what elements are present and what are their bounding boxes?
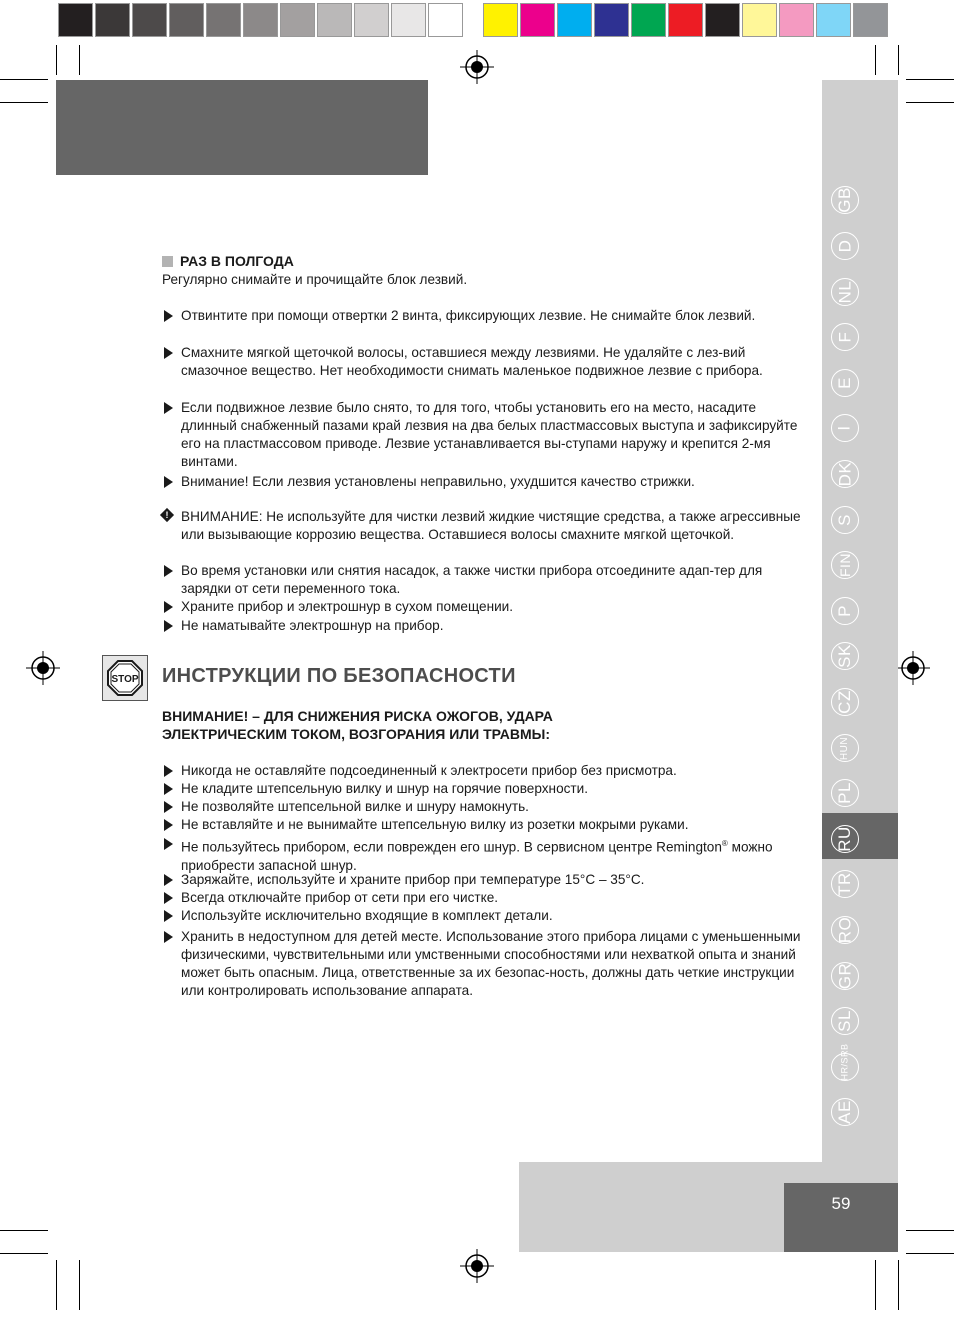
lang-label: FIN xyxy=(837,552,853,578)
color-swatch xyxy=(520,3,555,37)
list-item xyxy=(162,780,802,798)
registered-mark: ® xyxy=(721,839,728,848)
stop-sign-icon xyxy=(102,655,148,701)
list-item xyxy=(162,889,802,907)
lang-label: GR xyxy=(835,962,854,990)
lang-label: F xyxy=(834,331,854,343)
color-swatch xyxy=(483,3,518,37)
lang-tab-fin[interactable] xyxy=(831,551,859,579)
triangle-bullet-icon xyxy=(164,347,173,359)
list-item xyxy=(162,473,802,491)
warning-diamond-icon: ! xyxy=(160,508,174,522)
color-swatch xyxy=(668,3,703,37)
lang-tab-d[interactable] xyxy=(831,232,859,260)
triangle-bullet-icon xyxy=(164,801,173,813)
gray-swatch xyxy=(206,3,241,37)
section-intro: Регулярно снимайте и прочищайте блок лезвий. xyxy=(162,272,468,287)
crop-mark xyxy=(79,1260,80,1310)
gray-swatch xyxy=(317,3,352,37)
triangle-bullet-icon xyxy=(164,783,173,795)
lang-tab-e[interactable] xyxy=(831,369,859,397)
color-swatch xyxy=(779,3,814,37)
list-item-text: можно приобрести запасной шнур. xyxy=(181,839,773,873)
list-item-text: Заряжайте, используйте и храните прибор при температуре 15°C – 35°C. xyxy=(181,872,645,887)
gray-swatch xyxy=(243,3,278,37)
color-swatch xyxy=(557,3,592,37)
list-item xyxy=(162,928,802,1000)
triangle-bullet-icon xyxy=(164,819,173,831)
gray-swatch xyxy=(280,3,315,37)
color-swatch xyxy=(594,3,629,37)
lang-tab-tr[interactable] xyxy=(831,870,859,898)
list-item-text: Хранить в недоступном для детей месте. Использование этого прибора лицами с уменьшенными физическими, чувствительными или умственными способностями или нехваткой опыта и знаний может быть опасным. Лица, ответственные за их безопас-ность, должны дать четкие инструкции или контролировать использование аппарата. xyxy=(181,929,801,998)
page-number: 59 xyxy=(831,1194,851,1213)
color-swatch xyxy=(705,3,740,37)
lang-tab-dk[interactable] xyxy=(831,460,859,488)
gray-swatch xyxy=(428,3,463,37)
triangle-bullet-icon xyxy=(164,910,173,922)
safety-warning-heading-line: ВНИМАНИЕ! – ДЛЯ СНИЖЕНИЯ РИСКА ОЖОГОВ, УДАРА xyxy=(162,708,553,724)
list-item xyxy=(162,598,802,616)
crop-mark xyxy=(56,1260,57,1310)
triangle-bullet-icon xyxy=(164,874,173,886)
lang-label: P xyxy=(835,605,854,617)
lang-tab-ru[interactable] xyxy=(831,825,859,853)
crop-mark xyxy=(0,102,48,103)
lang-tab-f[interactable] xyxy=(831,323,859,351)
lang-label: D xyxy=(835,239,854,253)
lang-label: DK xyxy=(835,461,854,487)
warning-text: ВНИМАНИЕ: Не используйте для чистки лезвий жидкие чистящие средства, а также агрессивные или вызывающие коррозию вещества. Оставшиеся волосы смахните мягкой щеточкой. xyxy=(181,509,801,542)
triangle-bullet-icon xyxy=(164,402,173,414)
gray-swatch xyxy=(95,3,130,37)
list-item-text: Не пользуйтесь прибором, если поврежден его шнур. В сервисном центре Remington xyxy=(181,839,722,855)
color-swatch xyxy=(631,3,666,37)
warning-item xyxy=(162,508,802,544)
crop-mark xyxy=(875,45,876,75)
crop-mark xyxy=(906,102,954,103)
gray-swatch xyxy=(391,3,426,37)
color-swatch xyxy=(853,3,888,37)
list-item xyxy=(162,307,802,325)
list-item xyxy=(162,907,802,925)
lang-tab-sk[interactable] xyxy=(831,642,859,670)
crop-mark xyxy=(898,1260,899,1310)
lang-tab-s[interactable] xyxy=(831,506,859,534)
lang-label: HUN xyxy=(839,736,851,760)
list-item-text: Храните прибор и электрошнур в сухом помещении. xyxy=(181,599,514,614)
square-bullet-icon xyxy=(162,256,173,267)
color-swatch xyxy=(816,3,851,37)
lang-tab-p[interactable] xyxy=(831,597,859,625)
lang-label: RU xyxy=(835,826,854,852)
triangle-bullet-icon xyxy=(164,620,173,632)
gray-swatch xyxy=(132,3,167,37)
crop-mark xyxy=(79,45,80,75)
lang-label: HR/SRB xyxy=(839,1042,850,1080)
list-item-text: Не вставляйте и не вынимайте штепсельную вилку из розетки мокрыми руками. xyxy=(181,817,689,832)
lang-label: SL xyxy=(834,1010,854,1032)
crop-mark xyxy=(0,1230,48,1231)
list-item-text: Отвинтите при помощи отвертки 2 винта, фиксирующих лезвие. Не снимайте блок лезвий. xyxy=(181,308,756,323)
gray-swatch xyxy=(169,3,204,37)
lang-tab-cz[interactable] xyxy=(831,688,859,716)
lang-tab-sl[interactable] xyxy=(831,1007,859,1035)
safety-warning-heading xyxy=(162,707,762,743)
crop-mark xyxy=(898,45,899,75)
gray-swatch xyxy=(354,3,389,37)
list-item xyxy=(162,762,802,780)
registration-mark-icon xyxy=(460,1249,494,1283)
list-item xyxy=(162,798,802,816)
section-heading-text: РАЗ В ПОЛГОДА xyxy=(180,253,294,269)
section-heading xyxy=(162,252,802,271)
lang-label: GB xyxy=(835,187,854,213)
lang-tab-hun[interactable] xyxy=(831,734,859,762)
crop-mark xyxy=(906,79,954,80)
list-item-text: Не наматывайте электрошнур на прибор. xyxy=(181,618,444,633)
stop-octagon-icon xyxy=(106,659,144,697)
crop-mark xyxy=(906,1230,954,1231)
triangle-bullet-icon xyxy=(164,310,173,322)
triangle-bullet-icon xyxy=(164,476,173,488)
registration-mark-icon xyxy=(896,651,930,685)
list-item-text: Никогда не оставляйте подсоединенный к электросети прибор без присмотра. xyxy=(181,763,677,778)
gray-swatch xyxy=(58,3,93,37)
lang-label: SK xyxy=(835,644,854,668)
triangle-bullet-icon xyxy=(164,892,173,904)
registration-mark-icon xyxy=(460,50,494,84)
registration-mark-icon xyxy=(26,651,60,685)
triangle-bullet-icon xyxy=(164,765,173,777)
safety-warning-heading-line: ЭЛЕКТРИЧЕСКИМ ТОКОМ, ВОЗГОРАНИЯ ИЛИ ТРАВМЫ: xyxy=(162,726,551,742)
stop-label: STOP xyxy=(111,674,139,685)
crop-mark xyxy=(56,45,57,75)
list-item xyxy=(162,344,802,380)
crop-mark xyxy=(906,1253,954,1254)
triangle-bullet-icon xyxy=(164,565,173,577)
list-item-text: Смахните мягкой щеточкой волосы, оставшиеся между лезвиями. Не удаляйте с лез-вий смазочное вещество. Нет необходимости снимать маленькое подвижное лезвие с прибора. xyxy=(181,345,763,378)
list-item xyxy=(162,835,802,875)
list-item-text: Используйте исключительно входящие в комплект детали. xyxy=(181,908,553,923)
list-item-text: Всегда отключайте прибор от сети при его чистке. xyxy=(181,890,499,905)
lang-tab-gr[interactable] xyxy=(831,962,859,990)
triangle-bullet-icon xyxy=(164,931,173,943)
crop-mark xyxy=(875,1260,876,1310)
triangle-bullet-icon xyxy=(164,601,173,613)
lang-tab-pl[interactable] xyxy=(831,779,859,807)
lang-label: NL xyxy=(834,280,854,304)
list-item-text: Если подвижное лезвие было снято, то для того, чтобы установить его на место, насадите длинный снабженный пазами край лезвия на два белых пластмассовых выступа и зафиксируйте его на пластмассовом приводе. Лезвие устанавливается вы-ступами наружу и крепится 2-мя винтами. xyxy=(181,400,798,469)
color-swatch xyxy=(742,3,777,37)
lang-label: RO xyxy=(835,916,854,944)
list-item-text: Внимание! Если лезвия установлены неправильно, ухудшится качество стрижки. xyxy=(181,474,695,489)
header-block xyxy=(56,80,428,175)
lang-tab-ae[interactable] xyxy=(831,1098,859,1126)
list-item xyxy=(162,617,802,635)
page-title: ИНСТРУКЦИИ ПО БЕЗОПАСНОСТИ xyxy=(162,665,516,687)
lang-label: TR xyxy=(834,872,854,896)
gray-color-bar xyxy=(58,3,465,39)
crop-mark xyxy=(0,79,48,80)
list-item xyxy=(162,871,802,889)
list-item-text: Во время установки или снятия насадок, а также чистки прибора отсоедините адап-тер для зарядки от сети переменного тока. xyxy=(181,563,763,596)
crop-mark xyxy=(0,1253,48,1254)
lang-tab-nl[interactable] xyxy=(831,278,859,306)
lang-tab-gb[interactable] xyxy=(831,186,859,214)
lang-label: AE xyxy=(835,1100,854,1124)
lang-label: CZ xyxy=(834,690,854,714)
lang-tab-hr-srb[interactable] xyxy=(831,1042,859,1081)
list-item xyxy=(162,399,802,471)
triangle-bullet-icon xyxy=(164,838,173,850)
color-bar xyxy=(483,3,890,39)
lang-label: I xyxy=(834,425,854,431)
lang-label: S xyxy=(835,514,854,526)
list-item xyxy=(162,562,802,598)
list-item-text: Не кладите штепсельную вилку и шнур на горячие поверхности. xyxy=(181,781,589,796)
lang-tab-i[interactable] xyxy=(831,414,859,442)
lang-label: PL xyxy=(834,782,854,804)
list-item-text: Не позволяйте штепсельной вилке и шнуру намокнуть. xyxy=(181,799,529,814)
lang-label: E xyxy=(835,377,854,389)
lang-tab-ro[interactable] xyxy=(831,916,859,944)
list-item xyxy=(162,816,802,834)
